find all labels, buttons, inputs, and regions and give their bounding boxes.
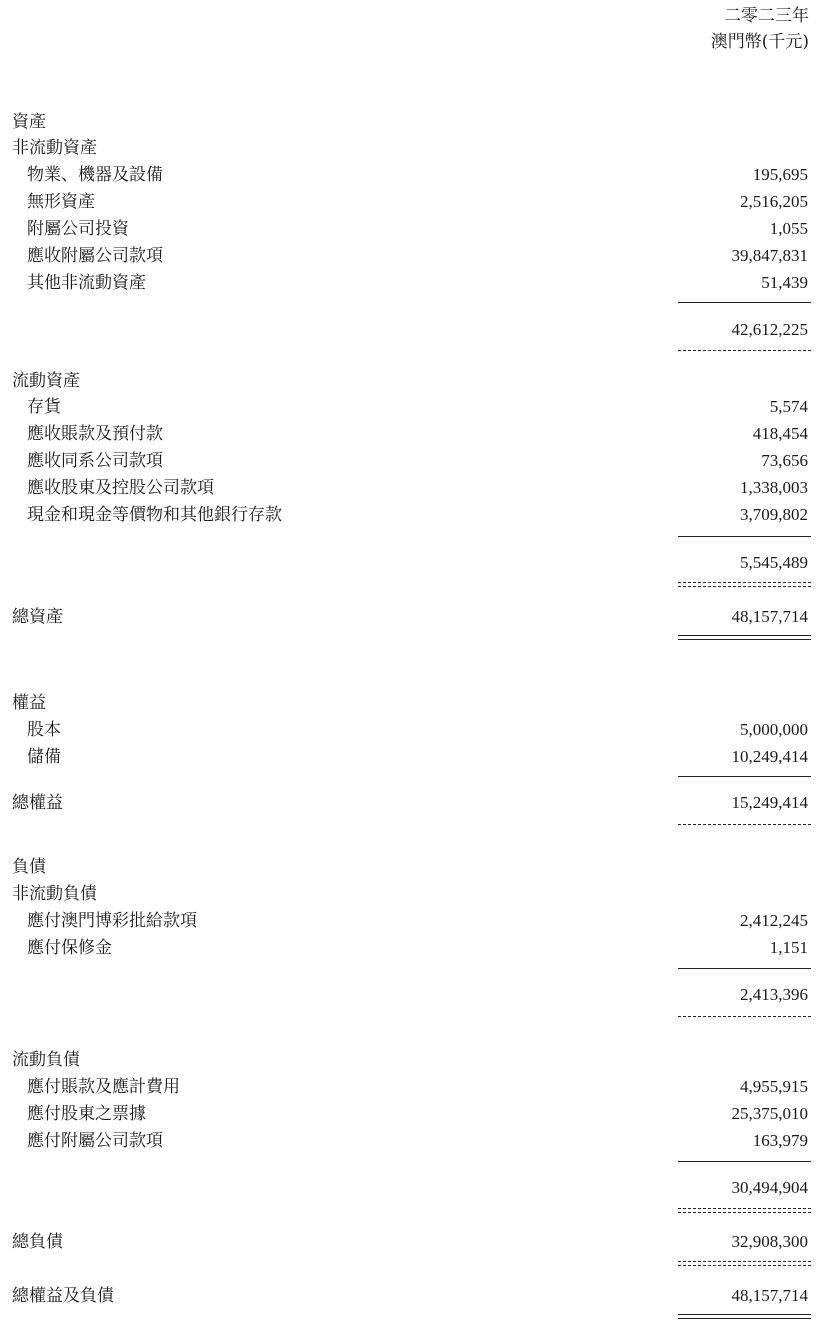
subtotal-rule <box>678 776 811 777</box>
row-value: 1,055 <box>769 219 808 238</box>
row-value: 1,151 <box>769 938 808 957</box>
row-label: 應付股東之票據 <box>27 1104 146 1124</box>
subtotal-double-dashed-rule <box>678 1208 811 1213</box>
row-value: 5,000,000 <box>740 720 808 739</box>
row-value: 73,656 <box>761 451 808 470</box>
row-value: 3,709,802 <box>740 505 808 524</box>
non-current-liabilities-subtotal: 2,413,396 <box>740 985 808 1004</box>
row-value: 39,847,831 <box>731 246 808 265</box>
row-label: 存貨 <box>27 397 61 417</box>
row-label: 應收賬款及預付款 <box>27 424 163 444</box>
row-value: 25,375,010 <box>731 1104 808 1123</box>
subtotal-rule <box>678 302 811 303</box>
row-value: 163,979 <box>752 1131 808 1150</box>
row-label: 股本 <box>27 720 61 740</box>
total-liabilities-label: 總負債 <box>12 1232 63 1252</box>
row-value: 4,955,915 <box>740 1077 808 1096</box>
row-label: 應付保修金 <box>27 938 112 958</box>
current-assets-subtotal: 5,545,489 <box>740 553 808 572</box>
row-label: 應收附屬公司款項 <box>27 246 163 266</box>
total-equity-value: 15,249,414 <box>731 793 808 812</box>
row-value: 5,574 <box>769 397 808 416</box>
subtotal-dashed-rule <box>678 350 811 351</box>
row-label: 無形資產 <box>27 192 95 212</box>
subtotal-double-dashed-rule <box>678 582 811 587</box>
row-label: 應付賬款及應計費用 <box>27 1077 180 1097</box>
subtotal-dashed-rule <box>678 824 811 825</box>
row-label: 附屬公司投資 <box>27 219 129 239</box>
total-double-dashed-rule <box>678 1261 811 1266</box>
row-value: 2,412,245 <box>740 911 808 930</box>
non-current-assets-subtotal: 42,612,225 <box>731 320 808 339</box>
row-value: 2,516,205 <box>740 192 808 211</box>
total-assets-label: 總資產 <box>12 607 63 627</box>
subtotal-dashed-rule <box>678 1016 811 1017</box>
row-label: 現金和現金等價物和其他銀行存款 <box>27 505 282 525</box>
row-value: 10,249,414 <box>731 747 808 766</box>
assets-heading: 資產 <box>12 112 46 132</box>
total-assets-value: 48,157,714 <box>731 607 808 626</box>
liabilities-heading: 負債 <box>12 857 46 877</box>
total-equity-and-liabilities-label: 總權益及負債 <box>12 1286 114 1306</box>
current-liabilities-subtotal: 30,494,904 <box>731 1178 808 1197</box>
row-label: 物業、機器及設備 <box>27 165 163 185</box>
row-label: 應付附屬公司款項 <box>27 1131 163 1151</box>
row-label: 儲備 <box>27 747 61 767</box>
total-equity-and-liabilities-value: 48,157,714 <box>731 1286 808 1305</box>
row-value: 51,439 <box>761 273 808 292</box>
row-value: 1,338,003 <box>740 478 808 497</box>
non-current-assets-heading: 非流動資產 <box>12 138 97 158</box>
total-liabilities-value: 32,908,300 <box>731 1232 808 1251</box>
row-label: 應收同系公司款項 <box>27 451 163 471</box>
non-current-liabilities-heading: 非流動負債 <box>12 884 97 904</box>
grand-total-double-rule <box>678 1314 811 1319</box>
subtotal-rule <box>678 1161 811 1162</box>
subtotal-rule <box>678 968 811 969</box>
total-double-rule <box>678 635 811 640</box>
row-value: 418,454 <box>752 424 808 443</box>
row-value: 195,695 <box>752 165 808 184</box>
total-equity-label: 總權益 <box>12 793 63 813</box>
row-label: 其他非流動資產 <box>27 273 146 293</box>
current-assets-heading: 流動資產 <box>12 371 80 391</box>
equity-heading: 權益 <box>12 693 46 713</box>
row-label: 應付澳門博彩批給款項 <box>27 911 197 931</box>
row-label: 應收股東及控股公司款項 <box>27 478 214 498</box>
current-liabilities-heading: 流動負債 <box>12 1050 80 1070</box>
subtotal-rule <box>678 536 811 537</box>
column-currency-header: 澳門幣(千元) <box>710 32 809 52</box>
column-year-header: 二零二三年 <box>724 6 809 26</box>
